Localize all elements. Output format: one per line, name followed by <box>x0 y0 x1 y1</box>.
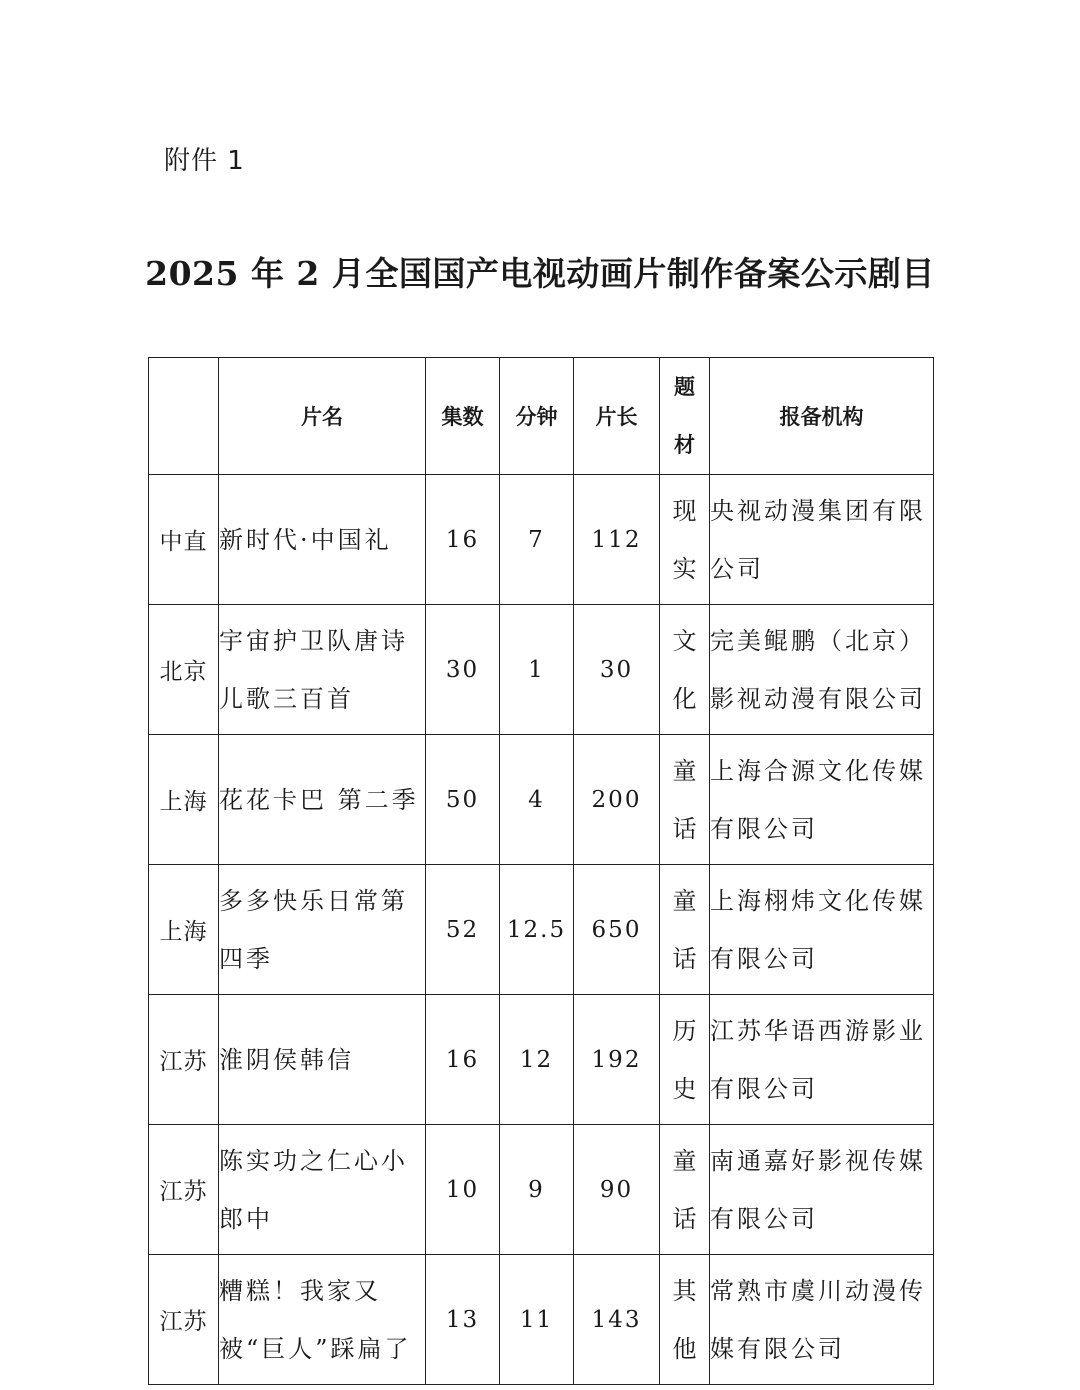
cell-length: 200 <box>574 735 660 865</box>
cell-length: 90 <box>574 1125 660 1255</box>
cell-title: 多多快乐日常第四季 <box>219 865 426 995</box>
table-header-row <box>149 358 934 475</box>
table-row <box>149 605 934 735</box>
cell-genre-char-1: 童 <box>672 886 697 915</box>
cell-region: 上海 <box>149 865 219 995</box>
cell-genre-char-1: 其 <box>672 1276 697 1305</box>
cell-region: 江苏 <box>149 1255 219 1385</box>
header-region <box>149 358 219 475</box>
header-title: 片名 <box>219 358 426 475</box>
cell-episodes: 13 <box>426 1255 500 1385</box>
table-row <box>149 475 934 605</box>
cell-region: 上海 <box>149 735 219 865</box>
cell-genre <box>660 1125 710 1255</box>
cell-genre-char-2: 话 <box>672 1204 697 1233</box>
cell-genre-char-2: 话 <box>672 944 697 973</box>
header-genre <box>660 358 710 475</box>
cell-minutes: 12 <box>500 995 574 1125</box>
cell-minutes: 9 <box>500 1125 574 1255</box>
cell-title: 陈实功之仁心小郎中 <box>219 1125 426 1255</box>
cell-genre-char-1: 童 <box>672 756 697 785</box>
cell-title: 花花卡巴 第二季 <box>219 735 426 865</box>
cell-minutes: 1 <box>500 605 574 735</box>
table-row <box>149 1125 934 1255</box>
cell-minutes: 12.5 <box>500 865 574 995</box>
cell-length: 143 <box>574 1255 660 1385</box>
cell-org: 上海合源文化传媒有限公司 <box>710 735 934 865</box>
header-org: 报备机构 <box>710 358 934 475</box>
filing-table <box>148 357 934 1385</box>
header-minutes: 分钟 <box>500 358 574 475</box>
table-row <box>149 865 934 995</box>
cell-genre <box>660 605 710 735</box>
header-genre-char-1: 题 <box>674 375 695 399</box>
header-genre-char-2: 材 <box>674 433 695 457</box>
cell-org: 完美鲲鹏（北京）影视动漫有限公司 <box>710 605 934 735</box>
cell-genre <box>660 865 710 995</box>
attachment-label: 附件 1 <box>164 146 245 176</box>
cell-length: 650 <box>574 865 660 995</box>
table-row <box>149 995 934 1125</box>
header-length: 片长 <box>574 358 660 475</box>
cell-episodes: 30 <box>426 605 500 735</box>
cell-genre-char-2: 话 <box>672 814 697 843</box>
cell-minutes: 7 <box>500 475 574 605</box>
cell-length: 30 <box>574 605 660 735</box>
cell-genre <box>660 995 710 1125</box>
header-episodes: 集数 <box>426 358 500 475</box>
cell-genre-char-1: 童 <box>672 1146 697 1175</box>
cell-length: 192 <box>574 995 660 1125</box>
cell-minutes: 4 <box>500 735 574 865</box>
cell-genre-char-2: 史 <box>672 1074 697 1103</box>
table-row <box>149 1255 934 1385</box>
cell-genre-char-2: 实 <box>672 554 697 583</box>
cell-title: 新时代·中国礼 <box>219 475 426 605</box>
cell-length: 112 <box>574 475 660 605</box>
cell-episodes: 16 <box>426 995 500 1125</box>
cell-minutes: 11 <box>500 1255 574 1385</box>
cell-genre <box>660 475 710 605</box>
cell-org: 江苏华语西游影业有限公司 <box>710 995 934 1125</box>
cell-genre-char-2: 他 <box>672 1334 697 1363</box>
cell-episodes: 50 <box>426 735 500 865</box>
table-row <box>149 735 934 865</box>
cell-genre-char-1: 文 <box>672 626 697 655</box>
cell-genre-char-1: 现 <box>672 496 697 525</box>
cell-region: 江苏 <box>149 995 219 1125</box>
cell-episodes: 52 <box>426 865 500 995</box>
cell-genre-char-2: 化 <box>672 684 697 713</box>
cell-genre <box>660 1255 710 1385</box>
cell-org: 南通嘉好影视传媒有限公司 <box>710 1125 934 1255</box>
cell-org: 央视动漫集团有限公司 <box>710 475 934 605</box>
cell-region: 北京 <box>149 605 219 735</box>
cell-region: 中直 <box>149 475 219 605</box>
cell-title: 淮阴侯韩信 <box>219 995 426 1125</box>
cell-episodes: 10 <box>426 1125 500 1255</box>
cell-title: 糟糕！我家又被“巨人”踩扁了 <box>219 1255 426 1385</box>
cell-genre <box>660 735 710 865</box>
cell-title: 宇宙护卫队唐诗儿歌三百首 <box>219 605 426 735</box>
cell-episodes: 16 <box>426 475 500 605</box>
document-title: 2025 年 2 月全国国产电视动画片制作备案公示剧目 <box>145 254 935 293</box>
cell-org: 上海栩炜文化传媒有限公司 <box>710 865 934 995</box>
cell-region: 江苏 <box>149 1125 219 1255</box>
cell-genre-char-1: 历 <box>672 1016 697 1045</box>
cell-org: 常熟市虞川动漫传媒有限公司 <box>710 1255 934 1385</box>
